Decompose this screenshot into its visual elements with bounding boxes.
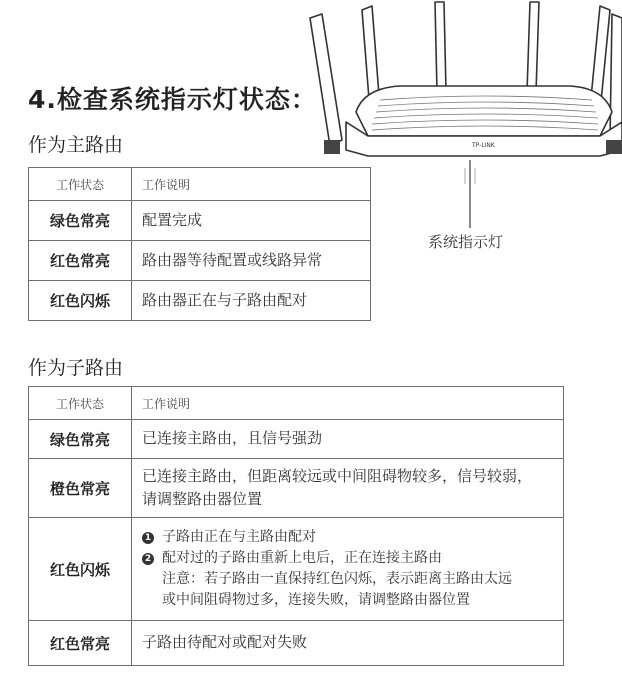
table-row: [29, 459, 564, 518]
number-badge-icon: 1: [142, 532, 154, 544]
column-header-state: 工作状态: [29, 168, 132, 201]
table-row: [29, 621, 564, 666]
state-cell: 红色闪烁: [29, 518, 132, 621]
number-badge-icon: 2: [142, 553, 154, 565]
router-brand-logo: TP-LINK: [472, 142, 495, 149]
desc-line: 请调整路由器位置: [142, 490, 263, 508]
table-row: [29, 420, 564, 459]
desc-cell: 配置完成: [132, 201, 371, 241]
sub-router-table: [28, 386, 564, 666]
main-router-table: [28, 167, 371, 321]
desc-cell: 路由器正在与子路由配对: [132, 281, 371, 321]
numbered-item: [142, 527, 563, 548]
column-header-desc: 工作说明: [132, 387, 564, 420]
state-cell: 红色常亮: [29, 241, 132, 281]
note-line: 注意：若子路由一直保持红色闪烁，表示距离主路由太远: [162, 571, 512, 587]
desc-cell: 已连接主路由，且信号强劲: [132, 420, 564, 459]
page-title: 4.检查系统指示灯状态：: [28, 85, 317, 114]
desc-cell: 路由器等待配置或线路异常: [132, 241, 371, 281]
item-text: 子路由正在与主路由配对: [162, 529, 316, 545]
state-cell: 橙色常亮: [29, 459, 132, 518]
desc-cell: [132, 518, 564, 621]
state-cell: 绿色常亮: [29, 201, 132, 241]
state-cell: 红色闪烁: [29, 281, 132, 321]
table-row: [29, 281, 371, 321]
table-row: [29, 241, 371, 281]
table-header-row: [29, 168, 371, 201]
numbered-item: [142, 548, 563, 569]
table-row: [29, 201, 371, 241]
state-cell: 红色常亮: [29, 621, 132, 666]
sub-router-heading: 作为子路由: [28, 357, 124, 379]
note-line: 或中间阻碍物过多，连接失败，请调整路由器位置: [162, 592, 470, 608]
column-header-state: 工作状态: [29, 387, 132, 420]
item-text: 配对过的子路由重新上电后，正在连接主路由: [162, 550, 442, 566]
state-cell: 绿色常亮: [29, 420, 132, 459]
desc-line: 已连接主路由，但距离较远或中间阻碍物较多，信号较弱，: [142, 466, 533, 485]
table-row: [29, 518, 564, 621]
indicator-light-label: 系统指示灯: [428, 233, 504, 251]
desc-cell: 子路由待配对或配对失败: [132, 621, 564, 666]
table-header-row: [29, 387, 564, 420]
desc-cell: [132, 459, 564, 518]
main-router-heading: 作为主路由: [28, 134, 124, 156]
column-header-desc: 工作说明: [132, 168, 371, 201]
